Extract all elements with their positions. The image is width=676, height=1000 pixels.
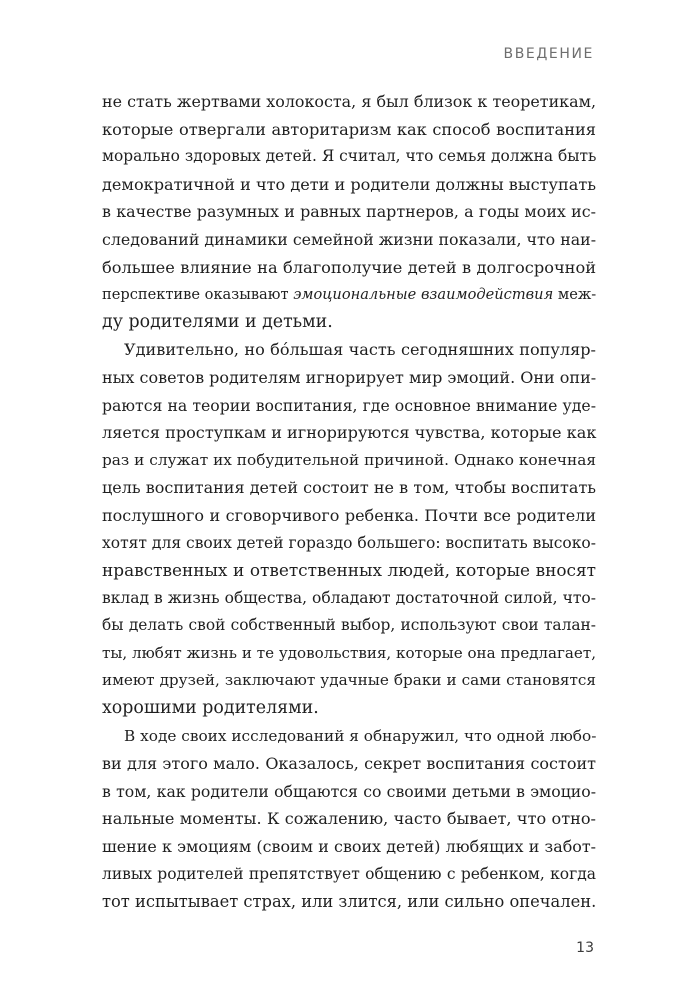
text-line: тот испытывает страх, или злится, или сильно опечален. (102, 892, 597, 912)
emphasized-phrase: эмоциональные взаимодействия (293, 286, 554, 304)
text-line: шение к эмоциям (своим и своих детей) любящих и забот- (102, 837, 596, 857)
running-head: ВВЕДЕНИЕ (503, 46, 594, 62)
paragraph (102, 88, 596, 336)
paragraph (102, 723, 596, 916)
text-line: морально здоровых детей. Я считал, что семья должна быть (102, 147, 597, 166)
text-line: демократичной и что дети и родители должны выступать (102, 174, 596, 194)
text-line: цель воспитания детей состоит не в том, чтобы воспитать (102, 478, 596, 498)
text-line: большее влияние на благополучие детей в долгосрочной (102, 257, 596, 277)
text-line: раются на теории воспитания, где основное внимание уде- (102, 395, 596, 415)
text-line: имеют друзей, заключают удачные браки и сами становятся (102, 671, 596, 690)
text-line: ты, любят жизнь и те удовольствия, которые она предлагает, (102, 643, 596, 662)
text-line: В ходе своих исследований я обнаружил, что одной любо- (124, 726, 597, 745)
text-line: не стать жертвами холокоста, я был близок к теоретикам, (102, 92, 596, 111)
text-line: ду родителями и детьми. (102, 311, 333, 332)
text-line: которые отвергали авторитаризм как способ воспитания (102, 119, 596, 139)
body-text (102, 88, 596, 916)
text-line: послушного и сговорчивого ребенка. Почти все родители (102, 505, 596, 525)
text-line: в том, как родители общаются со своими детьми в эмоцио- (102, 781, 596, 801)
text-line: хорошими родителями. (102, 698, 319, 719)
text-line: ви для этого мало. Оказалось, секрет воспитания состоит (102, 754, 596, 774)
text-line: в качестве разумных и равных партнеров, а годы моих ис- (102, 202, 596, 222)
text-line: нравственных и ответственных людей, которые вносят (102, 560, 596, 581)
text-line: нальные моменты. К сожалению, часто бывает, что отно- (102, 809, 596, 829)
text-line (102, 281, 596, 309)
text-line: ливых родителей препятствует общению с ребенком, когда (102, 864, 596, 883)
text-run: меж- (553, 286, 597, 304)
text-line: ных советов родителям игнорирует мир эмоций. Они опи- (102, 367, 597, 387)
page-number: 13 (576, 940, 594, 956)
text-line: хотят для своих детей гораздо большего: воспитать высоко- (102, 533, 596, 552)
text-line: следований динамики семейной жизни показали, что наи- (102, 229, 597, 249)
text-run: перспективе оказывают (102, 286, 294, 304)
text-line: бы делать свой собственный выбор, используют свои талан- (102, 616, 596, 635)
text-line: Удивительно, но бо́льшая часть сегодняшних популяр- (124, 340, 596, 360)
text-line: вклад в жизнь общества, обладают достаточной силой, что- (102, 588, 596, 607)
text-line: ляется проступкам и игнорируются чувства, которые как (102, 423, 597, 443)
text-line: раз и служат их побудительной причиной. Однако конечная (102, 450, 596, 469)
paragraph (102, 336, 596, 722)
